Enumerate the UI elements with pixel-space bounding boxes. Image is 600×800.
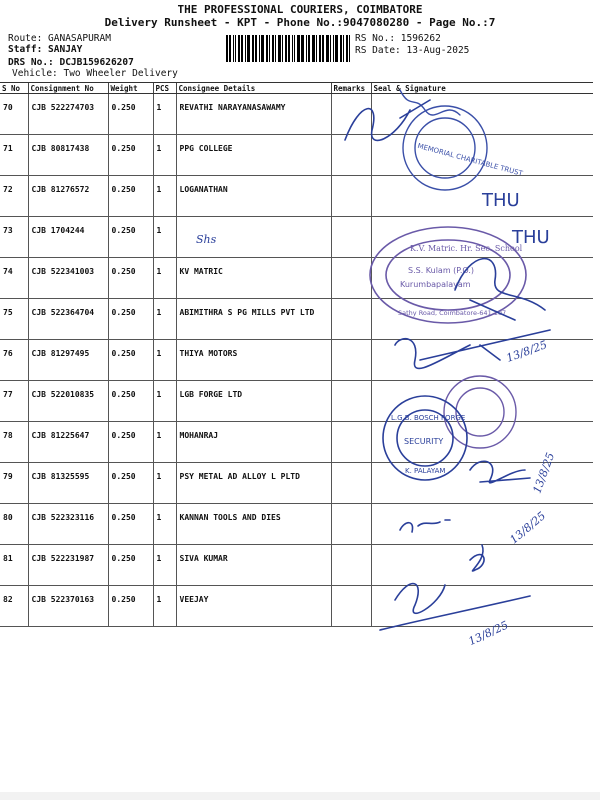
cell-pcs: 1 xyxy=(153,217,176,258)
barcode-bar xyxy=(297,35,300,62)
kv-stamp-line1: K.V. Matric. Hr. Sec. School xyxy=(410,244,523,253)
cell-weight: 0.250 xyxy=(108,381,153,422)
table-row xyxy=(0,258,593,299)
cell-sno: 70 xyxy=(0,94,28,135)
cell-seal-signature xyxy=(371,299,593,340)
barcode-bar xyxy=(285,35,287,62)
cell-consignee: LGB FORGE LTD xyxy=(176,381,331,422)
table-row xyxy=(0,463,593,504)
cell-pcs: 1 xyxy=(153,463,176,504)
kv-stamp-line3: Kurumbapalayam xyxy=(400,280,471,289)
cell-weight: 0.250 xyxy=(108,94,153,135)
barcode-bar xyxy=(322,35,324,62)
barcode-bar xyxy=(252,35,254,62)
cell-pcs: 1 xyxy=(153,586,176,627)
cell-remarks xyxy=(331,176,371,217)
handwritten-shs: Shs xyxy=(196,233,217,246)
cell-weight: 0.250 xyxy=(108,258,153,299)
cell-seal-signature xyxy=(371,504,593,545)
barcode-bar xyxy=(241,35,243,62)
lgb-stamp-bottom: K. PALAYAM xyxy=(405,467,446,475)
kv-stamp-line4: Sathy Road, Coimbatore-641 107 xyxy=(398,309,507,317)
cell-cno: CJB 522364704 xyxy=(28,299,108,340)
cell-seal-signature xyxy=(371,135,593,176)
barcode-bar xyxy=(319,35,321,62)
cell-remarks xyxy=(331,217,371,258)
barcode-bar xyxy=(272,35,274,62)
barcode-bar xyxy=(275,35,276,62)
cell-consignee: PPG COLLEGE xyxy=(176,135,331,176)
cell-pcs: 1 xyxy=(153,340,176,381)
cell-seal-signature xyxy=(371,586,593,627)
cell-remarks xyxy=(331,340,371,381)
scan-bottom-strip xyxy=(0,792,600,800)
cell-cno: CJB 81225647 xyxy=(28,422,108,463)
cell-sno: 79 xyxy=(0,463,28,504)
company-title: THE PROFESSIONAL COURIERS, COIMBATORE xyxy=(177,3,423,16)
barcode-bar xyxy=(292,35,293,62)
cell-remarks xyxy=(331,299,371,340)
cell-sno: 72 xyxy=(0,176,28,217)
col-remarks: Remarks xyxy=(331,83,371,94)
cell-pcs: 1 xyxy=(153,422,176,463)
lgb-stamp-security: SECURITY xyxy=(404,437,444,446)
barcode-bar xyxy=(255,35,257,62)
barcode-bar xyxy=(346,35,348,62)
cell-seal-signature xyxy=(371,94,593,135)
table-row xyxy=(0,176,593,217)
kv-stamp-line2: S.S. Kulam (P.O.) xyxy=(408,266,475,275)
cell-remarks xyxy=(331,463,371,504)
cell-cno: CJB 1704244 xyxy=(28,217,108,258)
cell-cno: CJB 80817438 xyxy=(28,135,108,176)
table-row xyxy=(0,94,593,135)
cell-pcs: 1 xyxy=(153,176,176,217)
cell-cno: CJB 522231987 xyxy=(28,545,108,586)
cell-cno: CJB 522274703 xyxy=(28,94,108,135)
table-row xyxy=(0,299,593,340)
cell-remarks xyxy=(331,135,371,176)
table-row xyxy=(0,135,593,176)
cell-weight: 0.250 xyxy=(108,422,153,463)
runsheet-subtitle: Delivery Runsheet - KPT - Phone No.:9047080280 - Page No.:7 xyxy=(104,16,496,29)
cell-sno: 75 xyxy=(0,299,28,340)
table-row xyxy=(0,504,593,545)
cell-weight: 0.250 xyxy=(108,176,153,217)
col-consignment: Consignment No xyxy=(28,83,108,94)
barcode-bar xyxy=(226,35,228,62)
cell-seal-signature xyxy=(371,258,593,299)
cell-cno: CJB 522010835 xyxy=(28,381,108,422)
date-row76: 13/8/25 xyxy=(504,338,549,365)
rs-date: RS Date: 13-Aug-2025 xyxy=(355,45,470,56)
cell-weight: 0.250 xyxy=(108,299,153,340)
cell-sno: 78 xyxy=(0,422,28,463)
barcode-bar xyxy=(233,35,234,62)
cell-seal-signature xyxy=(371,463,593,504)
rs-number: RS No.: 1596262 xyxy=(355,33,441,44)
col-seal-signature: Seal & Signature xyxy=(371,83,593,94)
route-label: Route: GANASAPURAM xyxy=(8,33,111,44)
cell-pcs: 1 xyxy=(153,381,176,422)
cell-weight: 0.250 xyxy=(108,586,153,627)
col-weight: Weight xyxy=(108,83,153,94)
table-row xyxy=(0,422,593,463)
barcode-bar xyxy=(229,35,231,62)
barcode-bar xyxy=(282,35,283,62)
handwritten-thu-2: THU xyxy=(512,227,550,248)
date-row80: 13/8/25 xyxy=(507,509,549,547)
barcode-bar xyxy=(335,35,338,62)
cell-consignee: KANNAN TOOLS AND DIES xyxy=(176,504,331,545)
cell-consignee: THIYA MOTORS xyxy=(176,340,331,381)
cell-sno: 73 xyxy=(0,217,28,258)
cell-weight: 0.250 xyxy=(108,340,153,381)
barcode-bar xyxy=(326,35,329,62)
cell-pcs: 1 xyxy=(153,504,176,545)
cell-seal-signature xyxy=(371,545,593,586)
date-row79: 13/8/25 xyxy=(530,450,558,496)
barcode-bar xyxy=(333,35,334,62)
cell-consignee: MOHANRAJ xyxy=(176,422,331,463)
cell-sno: 76 xyxy=(0,340,28,381)
cell-pcs: 1 xyxy=(153,135,176,176)
date-row82: 13/8/25 xyxy=(466,618,511,649)
barcode-bar xyxy=(306,35,307,62)
barcode-bar xyxy=(308,35,310,62)
barcode-image xyxy=(226,35,350,62)
barcode-bar xyxy=(340,35,342,62)
runsheet-table xyxy=(0,82,593,627)
cell-consignee xyxy=(176,217,331,258)
cell-weight: 0.250 xyxy=(108,545,153,586)
cell-consignee: KV MATRIC xyxy=(176,258,331,299)
cell-sno: 77 xyxy=(0,381,28,422)
cell-sno: 80 xyxy=(0,504,28,545)
cell-consignee: ABIMITHRA S PG MILLS PVT LTD xyxy=(176,299,331,340)
cell-sno: 81 xyxy=(0,545,28,586)
cell-cno: CJB 81325595 xyxy=(28,463,108,504)
cell-pcs: 1 xyxy=(153,545,176,586)
barcode-bar xyxy=(259,35,260,62)
cell-seal-signature xyxy=(371,176,593,217)
barcode-bar xyxy=(235,35,236,62)
cell-seal-signature xyxy=(371,422,593,463)
cell-remarks xyxy=(331,586,371,627)
barcode-bar xyxy=(247,35,250,62)
cell-consignee: PSY METAL AD ALLOY L PLTD xyxy=(176,463,331,504)
barcode-bar xyxy=(330,35,331,62)
cell-consignee: SIVA KUMAR xyxy=(176,545,331,586)
cell-remarks xyxy=(331,422,371,463)
staff-label: Staff: SANJAY xyxy=(8,44,83,55)
handwritten-thu-1: THU xyxy=(482,190,520,211)
cell-seal-signature xyxy=(371,340,593,381)
barcode-bar xyxy=(316,35,317,62)
barcode-bar xyxy=(278,35,281,62)
cell-sno: 82 xyxy=(0,586,28,627)
cell-sno: 71 xyxy=(0,135,28,176)
table-row xyxy=(0,340,593,381)
barcode-bar xyxy=(301,35,304,62)
table-row xyxy=(0,381,593,422)
barcode-bar xyxy=(288,35,290,62)
barcode-bar xyxy=(269,35,270,62)
cell-cno: CJB 81297495 xyxy=(28,340,108,381)
drs-number: DRS No.: DCJB159626207 xyxy=(8,57,134,68)
vehicle-label: Vehicle: Two Wheeler Delivery xyxy=(12,68,178,79)
memorial-stamp-text: MEMORIAL CHARITABLE TRUST xyxy=(416,141,524,178)
col-pcs: PCS xyxy=(153,83,176,94)
barcode-bar xyxy=(343,35,344,62)
cell-cno: CJB 522341003 xyxy=(28,258,108,299)
cell-consignee: VEEJAY xyxy=(176,586,331,627)
cell-weight: 0.250 xyxy=(108,217,153,258)
cell-cno: CJB 522370163 xyxy=(28,586,108,627)
cell-sno: 74 xyxy=(0,258,28,299)
cell-remarks xyxy=(331,381,371,422)
table-row xyxy=(0,545,593,586)
cell-consignee: LOGANATHAN xyxy=(176,176,331,217)
cell-weight: 0.250 xyxy=(108,504,153,545)
cell-cno: CJB 522323116 xyxy=(28,504,108,545)
cell-seal-signature xyxy=(371,217,593,258)
barcode-bar xyxy=(261,35,264,62)
col-sno: S No xyxy=(0,83,28,94)
table-header-row xyxy=(0,83,593,94)
cell-seal-signature xyxy=(371,381,593,422)
lgb-stamp-text: L.G.B. BOSCH FORGE xyxy=(391,414,466,422)
cell-remarks xyxy=(331,258,371,299)
table-row xyxy=(0,586,593,627)
barcode-bar xyxy=(245,35,246,62)
cell-cno: CJB 81276572 xyxy=(28,176,108,217)
barcode-bar xyxy=(349,35,350,62)
barcode-bar xyxy=(294,35,295,62)
cell-remarks xyxy=(331,94,371,135)
cell-pcs: 1 xyxy=(153,94,176,135)
table-row xyxy=(0,217,593,258)
barcode-bar xyxy=(266,35,268,62)
cell-pcs: 1 xyxy=(153,299,176,340)
cell-consignee: REVATHI NARAYANASAWAMY xyxy=(176,94,331,135)
barcode-bar xyxy=(312,35,315,62)
col-consignee: Consignee Details xyxy=(176,83,331,94)
cell-remarks xyxy=(331,504,371,545)
barcode-bar xyxy=(238,35,240,62)
cell-pcs: 1 xyxy=(153,258,176,299)
cell-weight: 0.250 xyxy=(108,135,153,176)
cell-weight: 0.250 xyxy=(108,463,153,504)
cell-remarks xyxy=(331,545,371,586)
